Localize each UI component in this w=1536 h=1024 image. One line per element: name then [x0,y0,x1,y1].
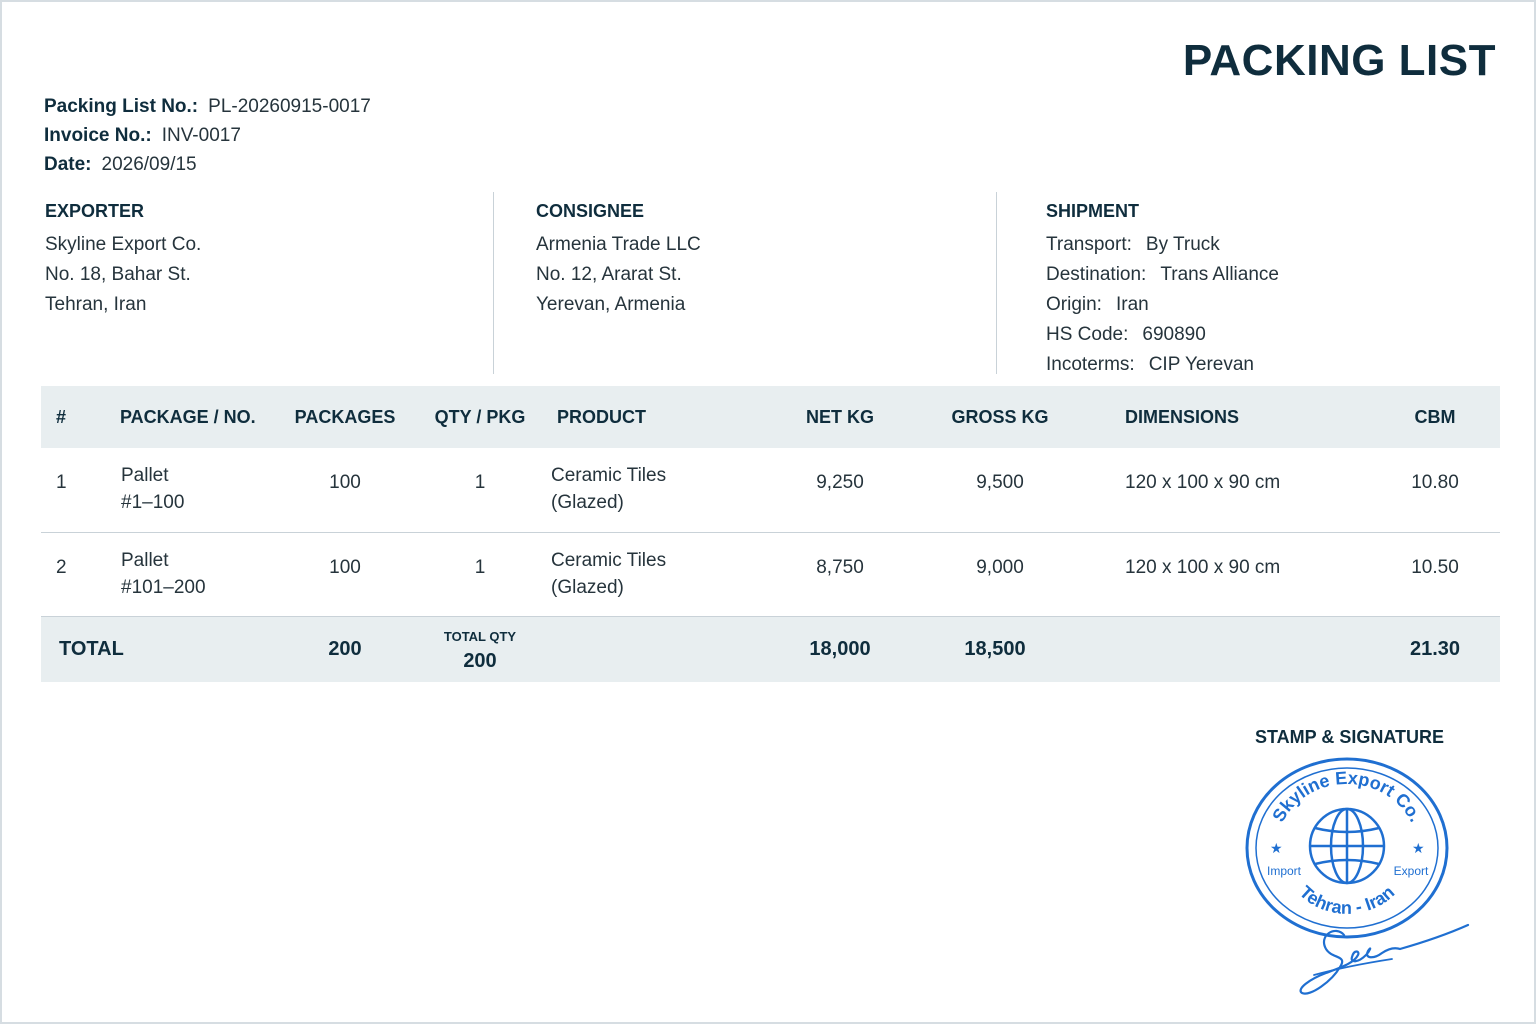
col-header-cbm: CBM [1330,386,1500,448]
cell-product [545,448,775,532]
invoice-number-value: INV-0017 [161,125,241,146]
star-icon: ★ [1270,840,1283,856]
cell-gross-kg: 9,500 [905,448,1095,532]
cell-package-line: #1–100 [121,492,185,513]
stamp-signature-heading: STAMP & SIGNATURE [1255,727,1445,747]
globe-icon [1310,809,1384,883]
cell-net-kg: 9,250 [775,448,905,532]
total-cbm: 21.30 [1330,616,1500,682]
shipment-field [1046,320,1279,350]
shipment-field-label: Incoterms: [1046,354,1135,375]
consignee-heading: CONSIGNEE [536,201,645,221]
total-qty-label: TOTAL QTY [443,629,517,645]
cell-product-line: (Glazed) [551,576,624,598]
col-header-net-kg: NET KG [775,386,905,448]
cell-packages: 100 [275,532,415,616]
packing-list-number-label: Packing List No.: [44,96,199,117]
cell-qty-per-pkg: 1 [415,448,545,532]
col-header-gross-kg: GROSS KG [905,386,1095,448]
column-divider [493,192,494,374]
document-title: PACKING LIST [1182,36,1496,85]
cell-package-line: Pallet [121,549,169,571]
col-header-number: # [41,386,105,448]
exporter-line: Tehran, Iran [45,294,147,315]
table-row [41,448,1500,532]
col-header-packages: PACKAGES [275,386,415,448]
invoice-number-row [44,121,371,150]
cell-gross-kg: 9,000 [905,532,1095,616]
shipment-field-value: Iran [1115,294,1149,315]
cell-qty-per-pkg: 1 [415,532,545,616]
cell-package-line: #101–200 [121,576,206,598]
shipment-field-value: CIP Yerevan [1148,354,1254,375]
cell-product-line: Ceramic Tiles [551,465,667,486]
cell-cbm: 10.80 [1330,448,1500,532]
exporter-line: Skyline Export Co. [45,234,202,255]
total-qty [415,616,545,682]
stamp-right-text: Export [1393,864,1429,878]
cell-number: 2 [41,532,105,616]
shipment-field-value: 690890 [1142,324,1206,345]
stamp-bottom-text: Tehran - Iran [1295,881,1399,918]
shipment-field-label: Origin: [1046,294,1102,315]
exporter-line: No. 18, Bahar St. [45,264,191,285]
col-header-package: PACKAGE / NO. [105,386,275,448]
shipment-block [1046,196,1279,380]
signature [1296,915,1476,1005]
shipment-field [1046,230,1279,260]
star-icon: ★ [1412,840,1425,856]
total-packages: 200 [275,616,415,682]
document-meta [44,92,371,179]
date-value: 2026/09/15 [101,154,197,175]
col-header-product: PRODUCT [545,386,775,448]
shipment-field [1046,350,1279,380]
stamp-left-text: Import [1266,864,1302,878]
cell-product-line: Ceramic Tiles [551,549,667,571]
cell-package [105,448,275,532]
shipment-field-value: By Truck [1145,234,1220,255]
shipment-field [1046,290,1279,320]
cell-dimensions: 120 x 100 x 90 cm [1095,448,1330,532]
total-product-empty [545,616,775,682]
consignee-block [536,196,701,320]
col-header-dimensions: DIMENSIONS [1095,386,1330,448]
consignee-line: No. 12, Ararat St. [536,264,682,285]
exporter-block [45,196,201,320]
packing-list-number-row [44,92,371,121]
cell-product-line: (Glazed) [551,492,624,513]
total-dimensions-empty [1095,616,1330,682]
stamp-top-text: Skyline Export Co. [1268,767,1426,826]
shipment-field [1046,260,1279,290]
shipment-field-label: Destination: [1046,264,1147,285]
cell-packages: 100 [275,448,415,532]
consignee-line: Armenia Trade LLC [536,234,701,255]
company-stamp [1244,754,1450,942]
exporter-heading: EXPORTER [45,201,145,221]
table-row [41,532,1500,616]
shipment-heading: SHIPMENT [1046,201,1140,221]
column-divider [996,192,997,374]
shipment-field-label: Transport: [1046,234,1132,255]
invoice-number-label: Invoice No.: [44,125,152,146]
col-header-qty-per-pkg: QTY / PKG [415,386,545,448]
consignee-line: Yerevan, Armenia [536,294,686,315]
items-table [41,386,1500,682]
cell-number: 1 [41,448,105,532]
date-label: Date: [44,154,92,175]
shipment-field-value: Trans Alliance [1160,264,1279,285]
table-total-row [41,616,1500,682]
total-net-kg: 18,000 [775,616,905,682]
cell-product [545,532,775,616]
cell-dimensions: 120 x 100 x 90 cm [1095,532,1330,616]
cell-package-line: Pallet [121,465,169,486]
table-header-row [41,386,1500,448]
cell-cbm: 10.50 [1330,532,1500,616]
shipment-field-label: HS Code: [1046,324,1129,345]
total-qty-value: 200 [463,650,497,673]
cell-package [105,532,275,616]
packing-list-number-value: PL-20260915-0017 [208,96,371,117]
date-row [44,150,371,179]
total-gross-kg: 18,500 [905,616,1095,682]
cell-net-kg: 8,750 [775,532,905,616]
total-label: TOTAL [41,616,275,682]
